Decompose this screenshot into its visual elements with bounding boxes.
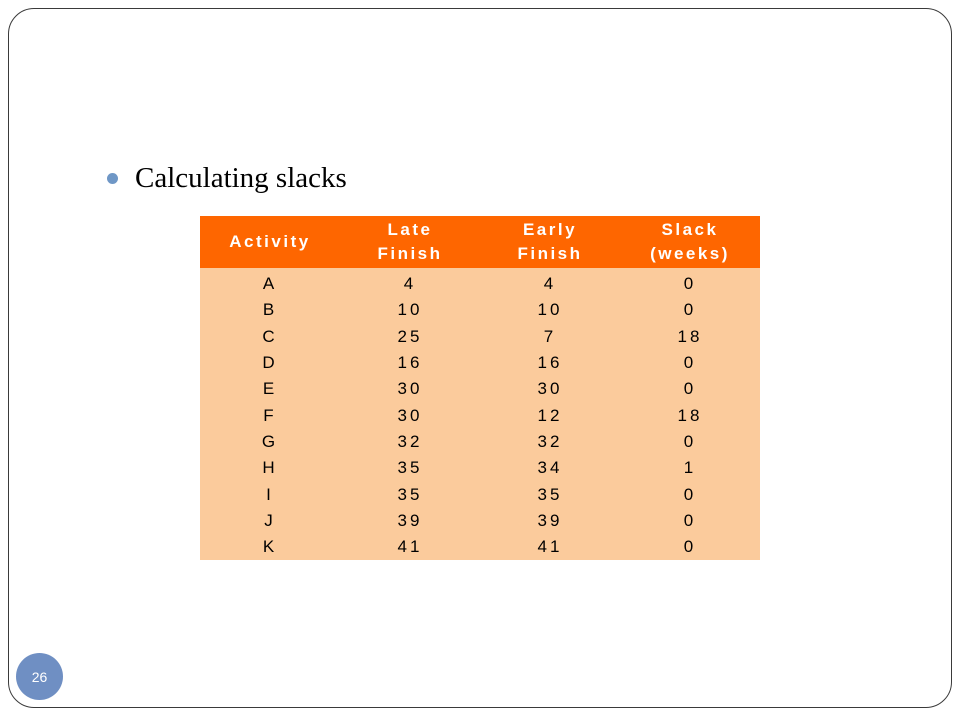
cell-late-finish: 35 bbox=[397, 484, 423, 504]
bullet-text: Calculating slacks bbox=[135, 161, 347, 194]
cell-early-finish: 32 bbox=[537, 431, 563, 451]
header-early-finish-line2: Finish bbox=[517, 244, 583, 263]
cell-early-finish: 30 bbox=[537, 379, 563, 399]
header-slack bbox=[620, 216, 760, 268]
header-early-finish bbox=[480, 216, 620, 268]
table-row bbox=[200, 350, 760, 376]
table-row bbox=[200, 508, 760, 534]
header-slack-line1: Slack bbox=[661, 220, 719, 239]
cell-slack: 0 bbox=[683, 300, 697, 320]
cell-early-finish: 10 bbox=[537, 300, 563, 320]
cell-late-finish: 32 bbox=[397, 431, 423, 451]
cell-early-finish: 34 bbox=[537, 458, 563, 478]
slack-table-body bbox=[200, 268, 760, 560]
cell-activity: K bbox=[262, 537, 278, 557]
cell-early-finish: 35 bbox=[537, 484, 563, 504]
header-late-finish-line2: Finish bbox=[377, 244, 443, 263]
header-early-finish-line1: Early bbox=[522, 220, 578, 239]
cell-slack: 0 bbox=[683, 379, 697, 399]
cell-late-finish: 4 bbox=[403, 274, 417, 294]
cell-late-finish: 41 bbox=[397, 537, 423, 557]
cell-slack: 0 bbox=[683, 353, 697, 373]
cell-activity: G bbox=[261, 431, 279, 451]
table-row bbox=[200, 455, 760, 481]
cell-slack: 0 bbox=[683, 484, 697, 504]
cell-activity: B bbox=[262, 300, 278, 320]
cell-late-finish: 39 bbox=[397, 510, 423, 530]
header-activity bbox=[200, 216, 340, 268]
cell-activity: D bbox=[262, 353, 278, 373]
bullet-dot-icon bbox=[107, 173, 118, 184]
table-row bbox=[200, 429, 760, 455]
cell-activity: F bbox=[263, 405, 277, 425]
cell-late-finish: 30 bbox=[397, 379, 423, 399]
cell-slack: 18 bbox=[677, 326, 703, 346]
cell-early-finish: 41 bbox=[537, 537, 563, 557]
slack-table bbox=[200, 216, 760, 560]
cell-late-finish: 25 bbox=[397, 326, 423, 346]
cell-slack: 1 bbox=[683, 458, 697, 478]
header-late-finish-line1: Late bbox=[387, 220, 433, 239]
cell-activity: J bbox=[264, 510, 276, 530]
cell-slack: 18 bbox=[677, 405, 703, 425]
cell-activity: E bbox=[262, 379, 278, 399]
cell-early-finish: 16 bbox=[537, 353, 563, 373]
cell-slack: 0 bbox=[683, 431, 697, 451]
table-row bbox=[200, 324, 760, 350]
cell-activity: I bbox=[266, 484, 274, 504]
cell-early-finish: 7 bbox=[543, 326, 557, 346]
table-row bbox=[200, 481, 760, 507]
cell-late-finish: 30 bbox=[397, 405, 423, 425]
cell-late-finish: 16 bbox=[397, 353, 423, 373]
table-row bbox=[200, 268, 760, 297]
cell-early-finish: 39 bbox=[537, 510, 563, 530]
cell-activity: A bbox=[262, 274, 278, 294]
header-late-finish bbox=[340, 216, 480, 268]
table-row bbox=[200, 402, 760, 428]
cell-late-finish: 10 bbox=[397, 300, 423, 320]
header-row bbox=[200, 216, 760, 268]
cell-slack: 0 bbox=[683, 274, 697, 294]
cell-late-finish: 35 bbox=[397, 458, 423, 478]
cell-slack: 0 bbox=[683, 537, 697, 557]
bullet-item bbox=[107, 158, 347, 198]
slack-table-header bbox=[200, 216, 760, 268]
cell-slack: 0 bbox=[683, 510, 697, 530]
table-row bbox=[200, 534, 760, 560]
header-slack-line2: (weeks) bbox=[650, 244, 730, 263]
page-number-badge: 26 bbox=[16, 653, 63, 700]
table-row bbox=[200, 297, 760, 323]
cell-activity: C bbox=[262, 326, 278, 346]
cell-early-finish: 4 bbox=[543, 274, 557, 294]
cell-early-finish: 12 bbox=[537, 405, 563, 425]
table-row bbox=[200, 376, 760, 402]
cell-activity: H bbox=[262, 458, 278, 478]
header-activity-line1: Activity bbox=[229, 232, 311, 251]
